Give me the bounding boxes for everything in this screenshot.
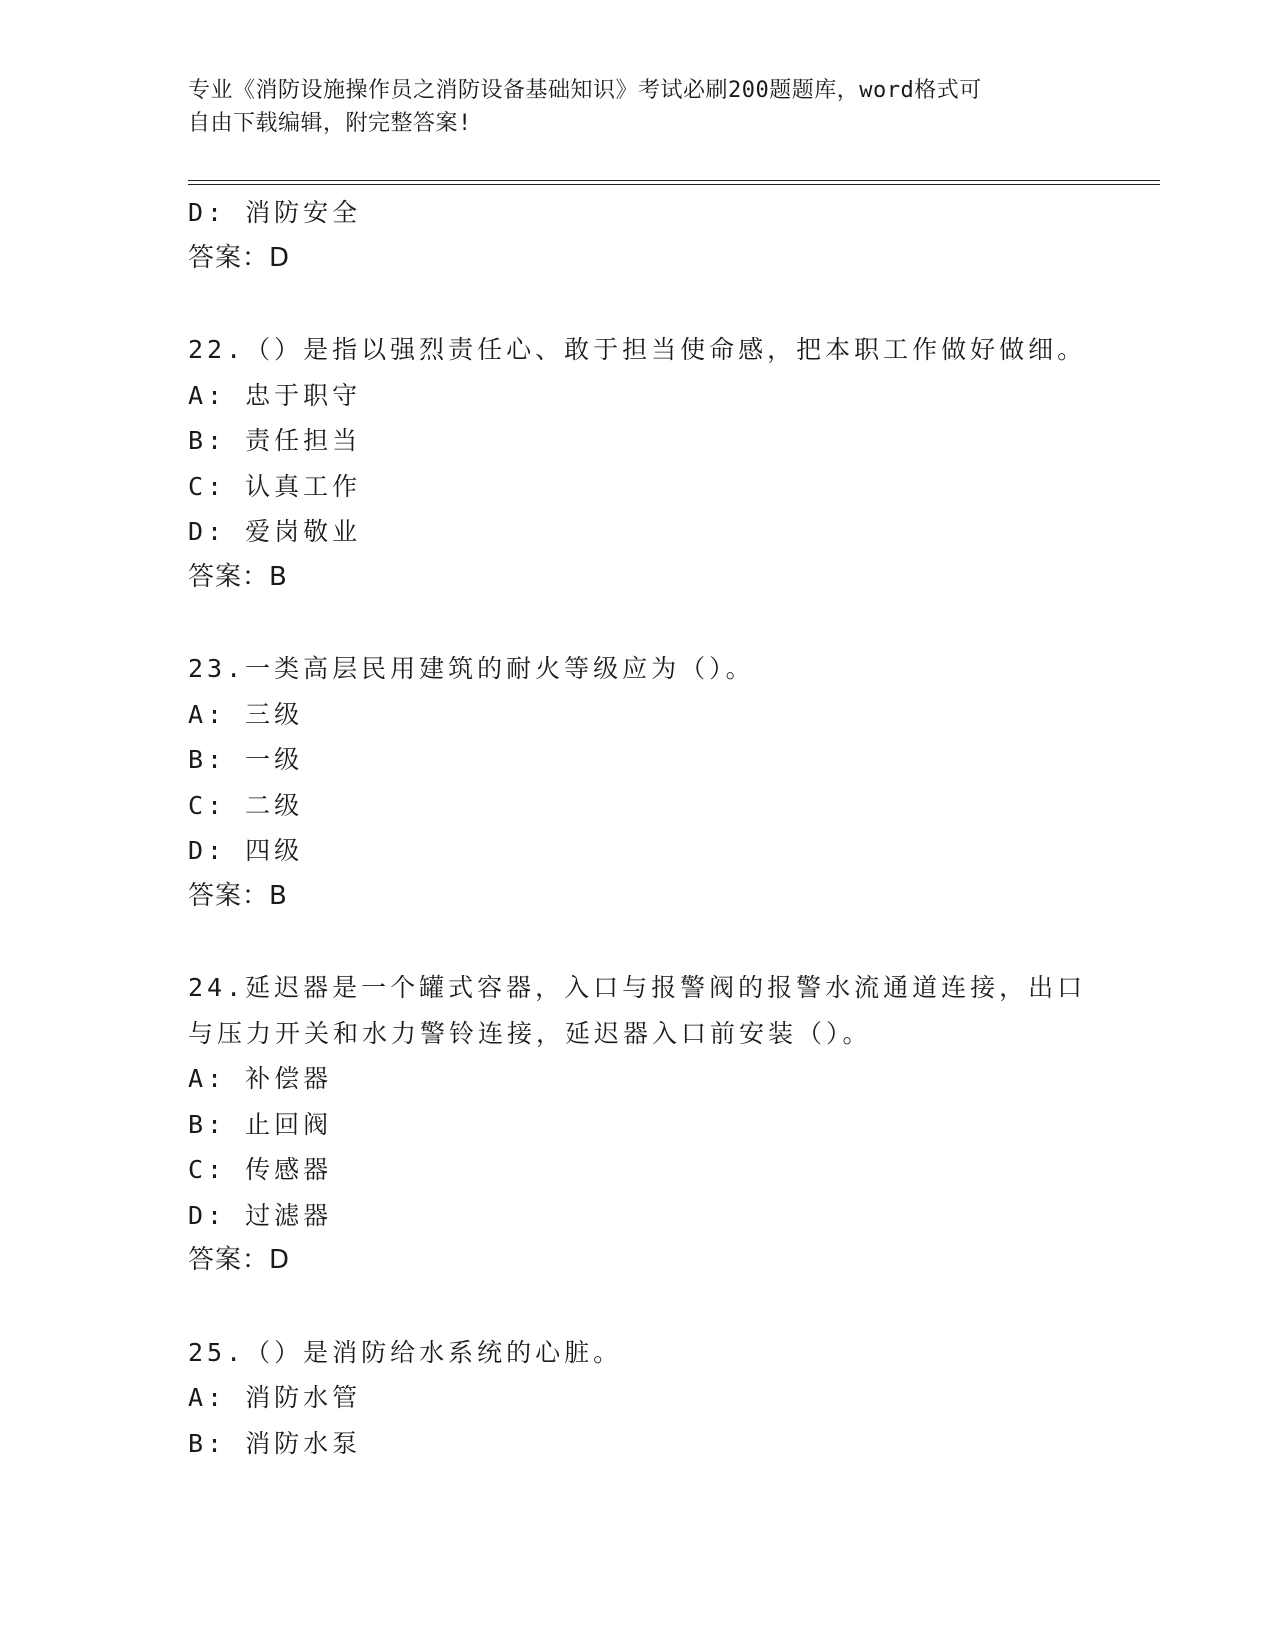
header-line-2: 自由下载编辑，附完整答案! [188,111,472,136]
question-list [188,190,1088,1466]
question-stem-cont: 与压力开关和水力警铃连接，延迟器入口前安装（）。 [188,1018,872,1048]
answer: 答案：D [188,242,291,273]
question-stem: 24.延迟器是一个罐式容器，入口与报警阀的报警水流通道连接，出口 [188,973,1087,1002]
question-24 [188,965,1088,1284]
option-b: B: 消防水泵 [188,1428,362,1458]
option-b: B: 一级 [188,745,304,774]
question-stem: 22.（）是指以强烈责任心、敢于担当使命感，把本职工作做好做细。 [188,335,1087,364]
option-a: A: 消防水管 [188,1383,362,1412]
page-header [188,74,1068,140]
question-stem: 23.一类高层民用建筑的耐火等级应为（）。 [188,654,755,683]
answer: 答案：B [188,561,288,592]
option-c: C: 认真工作 [188,471,362,501]
header-line-1: 专业《消防设施操作员之消防设备基础知识》考试必刷200题题库，word格式可 [188,78,982,103]
question-stem: 25.（）是消防给水系统的心脏。 [188,1337,623,1367]
answer: 答案：D [188,1245,291,1275]
option-b: B: 止回阀 [188,1109,333,1139]
question-21-tail [188,190,1088,281]
option-d: D: 消防安全 [188,198,362,227]
question-25 [188,1330,1088,1467]
option-d: D: 爱岗敬业 [188,517,362,546]
question-22 [188,327,1088,600]
option-c: C: 二级 [188,790,304,820]
option-a: A: 忠于职守 [188,380,362,410]
option-c: C: 传感器 [188,1155,333,1184]
option-a: A: 补偿器 [188,1064,333,1093]
answer: 答案：B [188,880,288,911]
header-divider-bottom [188,184,1160,185]
header-divider-top [188,180,1160,181]
option-d: D: 过滤器 [188,1200,333,1230]
option-d: D: 四级 [188,836,304,865]
option-a: A: 三级 [188,699,304,729]
question-23 [188,646,1088,919]
option-b: B: 责任担当 [188,426,362,455]
